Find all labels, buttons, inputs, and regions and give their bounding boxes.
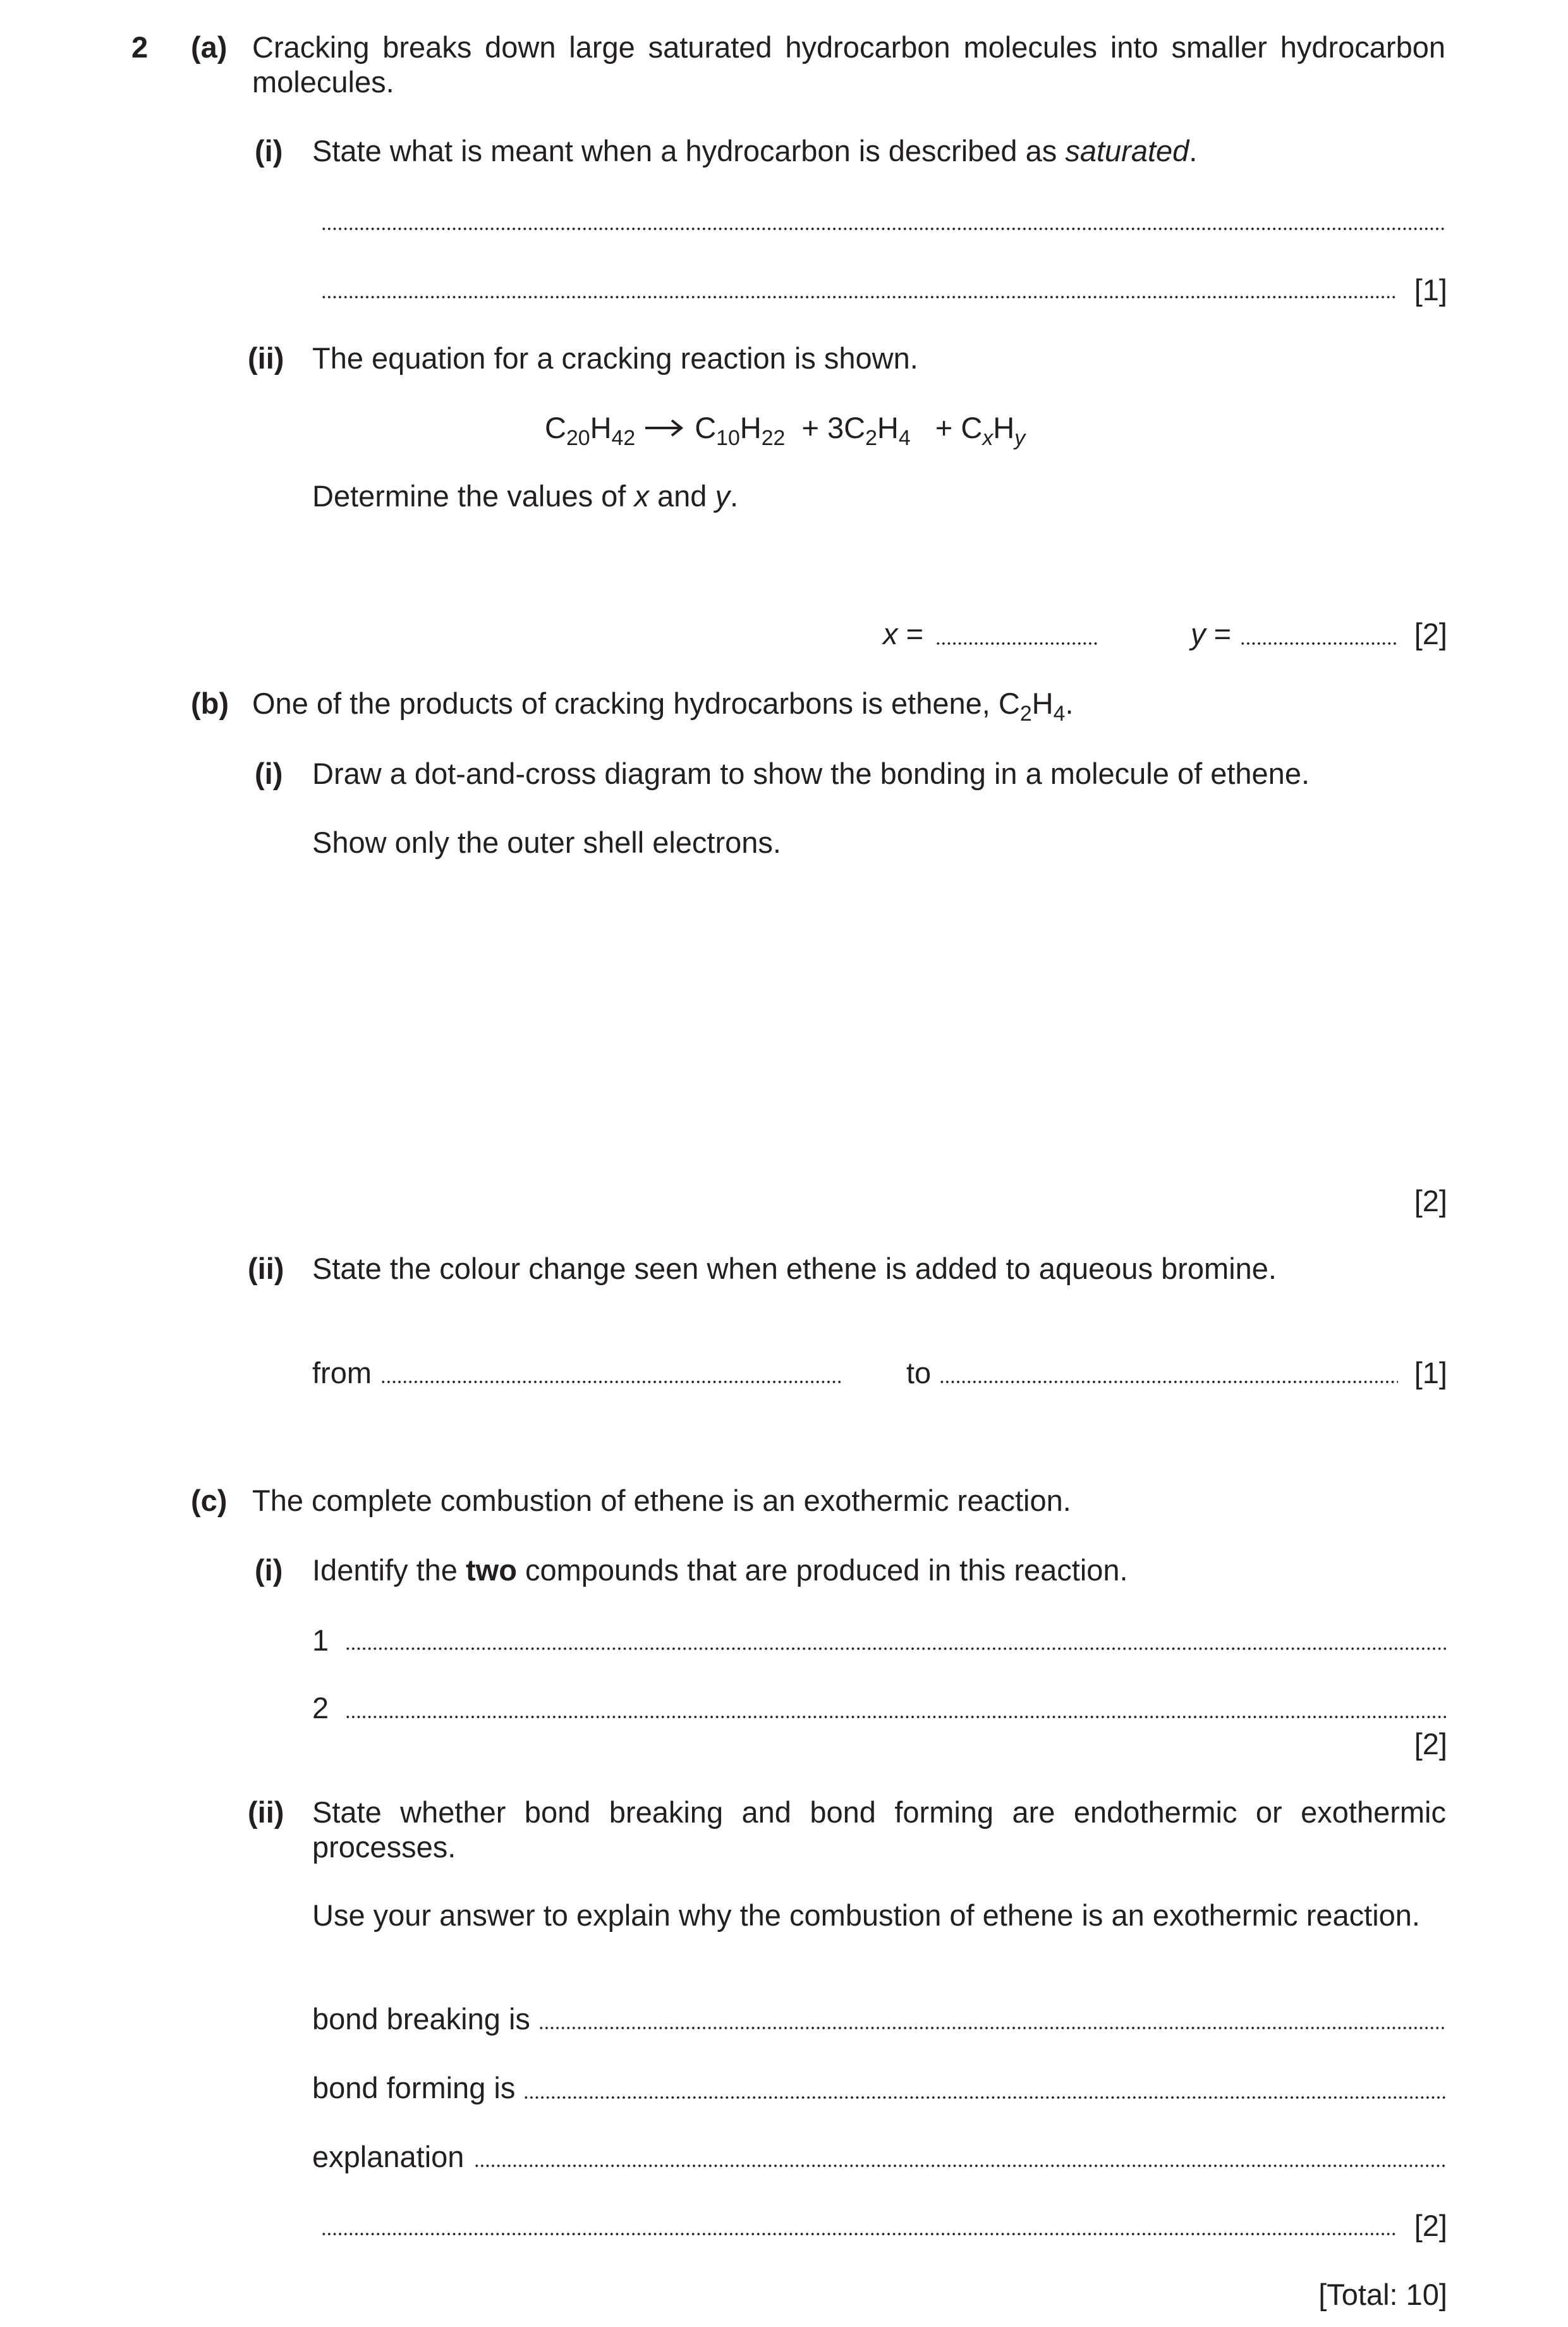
part-b-i-prompt: Draw a dot-and-cross diagram to show the bonding in a molecule of ethene. [312,757,1310,790]
part-c-stem: The complete combustion of ethene is an exothermic reaction. [252,1484,1071,1517]
part-b-i-label: (i) [255,757,283,790]
mark-a-ii: [2] [1414,617,1447,650]
part-c-label: (c) [191,1484,228,1517]
part-b-ii-label: (ii) [248,1252,284,1285]
to-answer-line[interactable] [939,1381,1398,1383]
part-a-i-label: (i) [255,134,283,168]
reaction-arrow-icon [644,418,683,437]
explanation-answer-line-1[interactable] [474,2165,1446,2167]
question-number: 2 [131,30,149,64]
mark-a-i: [1] [1414,273,1447,307]
mark-b-ii: [1] [1414,1356,1447,1389]
compound-2-answer-line[interactable] [345,1716,1446,1718]
part-a-stem: Cracking breaks down large saturated hydrocarbon molecules into smaller hydrocarbon [252,30,1445,64]
mark-b-i: [2] [1414,1184,1447,1218]
bond-forming-label: bond forming is [312,2071,516,2104]
bond-forming-answer-line[interactable] [523,2096,1446,2099]
y-answer-line[interactable] [1240,642,1398,645]
compound-1-answer-line[interactable] [345,1647,1446,1650]
part-b-stem: One of the products of cracking hydrocarbons is ethene, $C_2H_4$. [252,687,1074,726]
part-c-ii-prompt-cont: processes. [312,1830,456,1864]
mark-c-i: [2] [1414,1727,1447,1761]
x-answer-line[interactable] [935,642,1098,645]
y-answer-label: y = [1191,617,1232,650]
from-answer-line[interactable] [380,1381,842,1383]
bond-breaking-label: bond breaking is [312,2002,530,2036]
part-b-label: (b) [191,687,229,720]
part-c-ii-explain: Use your answer to explain why the combustion of ethene is an exothermic reaction. [312,1898,1420,1932]
part-b-i-note: Show only the outer shell electrons. [312,826,781,859]
bond-breaking-answer-line[interactable] [538,2027,1446,2029]
part-c-i-prompt: Identify the two compounds that are produced in this reaction. [312,1553,1128,1587]
answer-line-a-i-1[interactable] [321,228,1446,230]
part-b-ii-prompt: State the colour change seen when ethene is added to aqueous bromine. [312,1252,1277,1285]
from-label: from [312,1356,372,1389]
part-a-label: (a) [191,30,228,64]
part-a-stem-cont: molecules. [252,65,394,99]
part-a-ii-determine: Determine the values of x and y. [312,479,739,513]
explanation-answer-line-2[interactable] [321,2233,1398,2235]
part-c-ii-label: (ii) [248,1795,284,1829]
to-label: to [906,1356,932,1389]
part-a-ii-prompt: The equation for a cracking reaction is shown. [312,341,918,375]
answer-line-a-i-2[interactable] [321,296,1398,298]
compound-2-label: 2 [312,1691,329,1725]
part-c-i-label: (i) [255,1553,283,1587]
total-marks: [Total: 10] [1318,2278,1447,2311]
x-answer-label: x = [883,617,924,650]
explanation-label: explanation [312,2140,465,2173]
part-a-i-prompt: State what is meant when a hydrocarbon is described as saturated. [312,134,1198,168]
part-c-ii-prompt: State whether bond breaking and bond forming are endothermic or exothermic [312,1795,1446,1829]
cracking-equation: $C_{20}H_{42}$ $C_{10}H_{22} + 3C_2H_4$ + $C_xH_y$ [545,411,1026,450]
compound-1-label: 1 [312,1623,329,1657]
part-a-ii-label: (ii) [248,341,284,375]
mark-c-ii: [2] [1414,2209,1447,2242]
diagram-drawing-area[interactable] [312,872,1447,1170]
